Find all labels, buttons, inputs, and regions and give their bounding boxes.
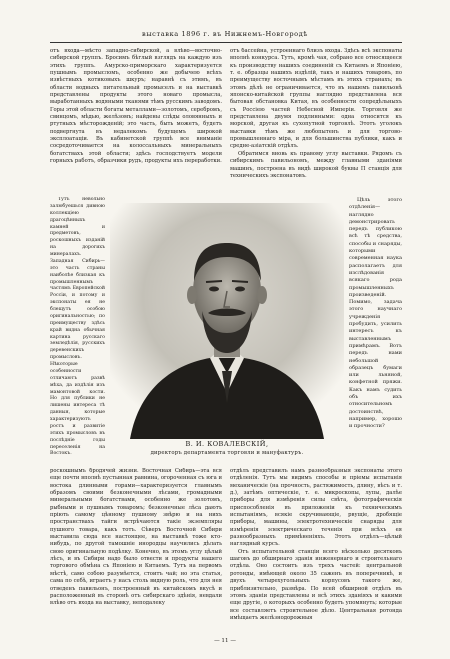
paragraph: отъ бассейна, устроеннаго близъ входа. Здѣсь всѣ экспонаты вполнѣ конкурса. Тутъ, кромѣ чая, собрано все относящееся къ производству нашихъ соединеній съ Китаемъ и Японіею, т. е. образцы нашихъ издѣлій, такъ и нашихъ товаровъ, по преимуществу восточнымъ мѣстамъ въ этихъ странахъ; въ этомъ дѣлѣ не ограничивается, что въ нашемъ павильонѣ японско-китайской группы наглядно представлена вся бытовая обстановка Китая, въ особенности сопредѣльныхъ съ Россіею частей Небесной Имперіи. Торговля же представлена двумя подлинными: одна относится къ морской, другая къ сухопутной торговлѣ. Этотъ уголокъ выставки тѣмъ же любопытенъ и для торгово-промышленнаго міра, и для большинства публики, какъ и средне-азіатскій отдѣлъ. [230, 48, 402, 150]
paragraph: роскошнымъ бродячей жизни. Восточная Сибирь—эта вся еще почти вполнѣ пустынная равнина, огороченная съ юга и востока длинными горами—характеризуется главнымъ образомъ своими безконечными лѣсами, громадными минеральными богатствами, особенно же золотомъ, рыбными и пушнымъ товаромъ; безконечные лѣса даютъ пріють самому цѣнному пушному звѣрю и на нихъ пространствахъ тайги встрѣчаются такіе экземпляры пушного товара, какъ тотъ. Сѣверъ Восточной Сибири выставила сюда все настоящее, на выставкѣ тоже кто-нибудь, по другой тамошніе инородцы научились дѣлать свою оригинальную подѣлку. Конечно, въ этомъ углу цѣлый лѣсъ, и въ Сибири надо было отвести и продукты нашего торгового обмѣна съ Японіею и Китаемъ. Тутъ на первомъ мѣстѣ, само собою разумѣется, стоитъ чай; но эта статья, сама по себѣ, играетъ у насъ столь видную роль, что для нея отведенъ павильонъ, построенный въ китайскомъ вкусѣ и расположенный въ сторонѣ отъ сибирскаго здѣнія, невдали влѣво отъ входа на выставку, неподалеку [50, 468, 222, 607]
left-column-bottom [50, 468, 222, 634]
right-narrow-column [349, 197, 402, 463]
left-narrow-column [50, 197, 105, 463]
caption-subtitle: директоръ департамента торговли и мануфактуръ. [150, 450, 304, 456]
header-rule [50, 42, 402, 43]
paragraph: Тутъ невольно залюбуешься дивною коллекціею драгоцѣнныхъ камней и предметовъ, роскошныхъ изданій на дорогихъ минералахъ. Западная Сибирь—это часть страны наиболѣе близкая къ промышленнымъ частямъ Европейской Россіи, и потому и экспонаты ея не блещутъ особою оригинальностью; по преимуществу здѣсь край видна обычная картина русскаго земледѣлія, русскихъ деревенскихъ промысловъ. Нѣкоторые особенности отличаютъ развѣ мѣха, да издѣлія изъ мамонтовой кости. Но для публики не лишены интереса тѣ данныя, которые характеризуютъ ростъ и развитіе этихъ промысловъ въ послѣдніе годы переселенія на Востокъ. [50, 197, 105, 457]
left-column-top [50, 48, 222, 194]
right-column-top [230, 48, 402, 194]
paragraph: Отъ испытательной станціи всего нѣсколько десятковъ шаговъ до обширнаго зданія инженернаго и строительнаго отдѣла. Оно состоитъ изъ трехъ частей: центральной ротонды, имѣющей около 35 саженъ въ поперечникѣ, и двухъ четырехугольныхъ корпусовъ такого же, приблизительно, размѣра. По всей обширной отдѣлъ въ этомъ зданіи представлены и всѣ этихъ зданіяхъ и какими еще другіе, о которыхъ особенно будетъ упомянуть; которые все составляетъ строительное дѣло. Центральная ротонда имѣщаетъ желѣзнодорожныя [230, 548, 402, 621]
page-number: — 11 — [214, 638, 236, 644]
portrait-photo [110, 203, 344, 439]
paragraph: Обратимся вновь къ правому углу выставки. Рядомъ съ сибирскимъ павильономъ, между главными зданіями машинъ, построена въ видѣ широкой буквы П станція для техническихъ экспонатовъ. [230, 150, 402, 179]
caption-name: В. И. КОВАЛЕВСКІЙ, [185, 440, 269, 448]
paragraph: отдѣлъ представилъ намъ разнообразныя экспонаты этого отдѣленія. Тутъ мы видимъ способы и пріемы испытанія механическіе (на прочность, растяжимость, длину, вѣсъ и т. д.), затѣмъ оптическіе, т. е. микроскопы, лупы, далѣе приборы для измѣренія силы свѣта, фотографическія приспособленія въ приложеніи къ техническимъ испытаніямъ, всякіе скручивающіе, рвущіе, дробящіе приборы, машины, электротехническіе снаряды для измѣренія электрическаго теченія при всѣхъ ея разнообразныхъ примѣненіяхъ. Этотъ отдѣлъ—цѣлый наглядный курсъ. [230, 468, 402, 548]
running-header: выставка 1896 г. въ Нижнемъ-Новгородѣ [142, 30, 308, 38]
right-column-bottom [230, 468, 402, 634]
paragraph: отъ входа—мѣсто западно-сибирской, а влѣво—восточно-сибирской группъ. Бросимъ бѣглый взглядъ на каждую изъ этихъ группъ. Амурско-приморскаго характеризуется пушнымъ промысломъ, особенно же добычею всѣхъ извѣстныхъ котиковыхъ шкуръ; наравнѣ съ этимъ, въ области водныхъ питательный промыселъ и на выставкѣ представлены продукты этого новаго промысла, выработанныхъ водяными тканями тѣмъ русскимъ заводомъ. Горы этой области богаты металлами—золотомъ, серебромъ, свинцомъ, мѣдью, желѣзомъ; найдены слѣды оловянныхъ и ртутныхъ мѣсторожденій; это часть, быть можетъ, будетъ подвергнута въ недалекомъ будущемъ широкой эксплоатаціи. Въ кабинетской группѣ все вниманіе сосредоточивается на колоссальныхъ минеральныхъ богатствахъ этой области; здѣсь господствуетъ модели горныхъ работъ, образчики рудъ, продукты ихъ переработки. [50, 48, 222, 165]
paragraph: Цѣль этого отдѣленія—наглядно демонстрировать передъ публикою всѣ тѣ средства, способы и снаряды, которыми современная наука располагаетъ для изслѣдованія всякаго рода промышленныхъ произведеній. Помимо, задача этого научнаго учрежденія пробудить, усилить интересъ къ выставленнымъ примѣрамъ. Вотъ передъ нами небольшой образецъ бумаги или льняной, конфетной пряжи. Какъ намъ судить объ ихъ относительномъ достоинствѣ, например, хорошо и прочности? [349, 197, 402, 430]
